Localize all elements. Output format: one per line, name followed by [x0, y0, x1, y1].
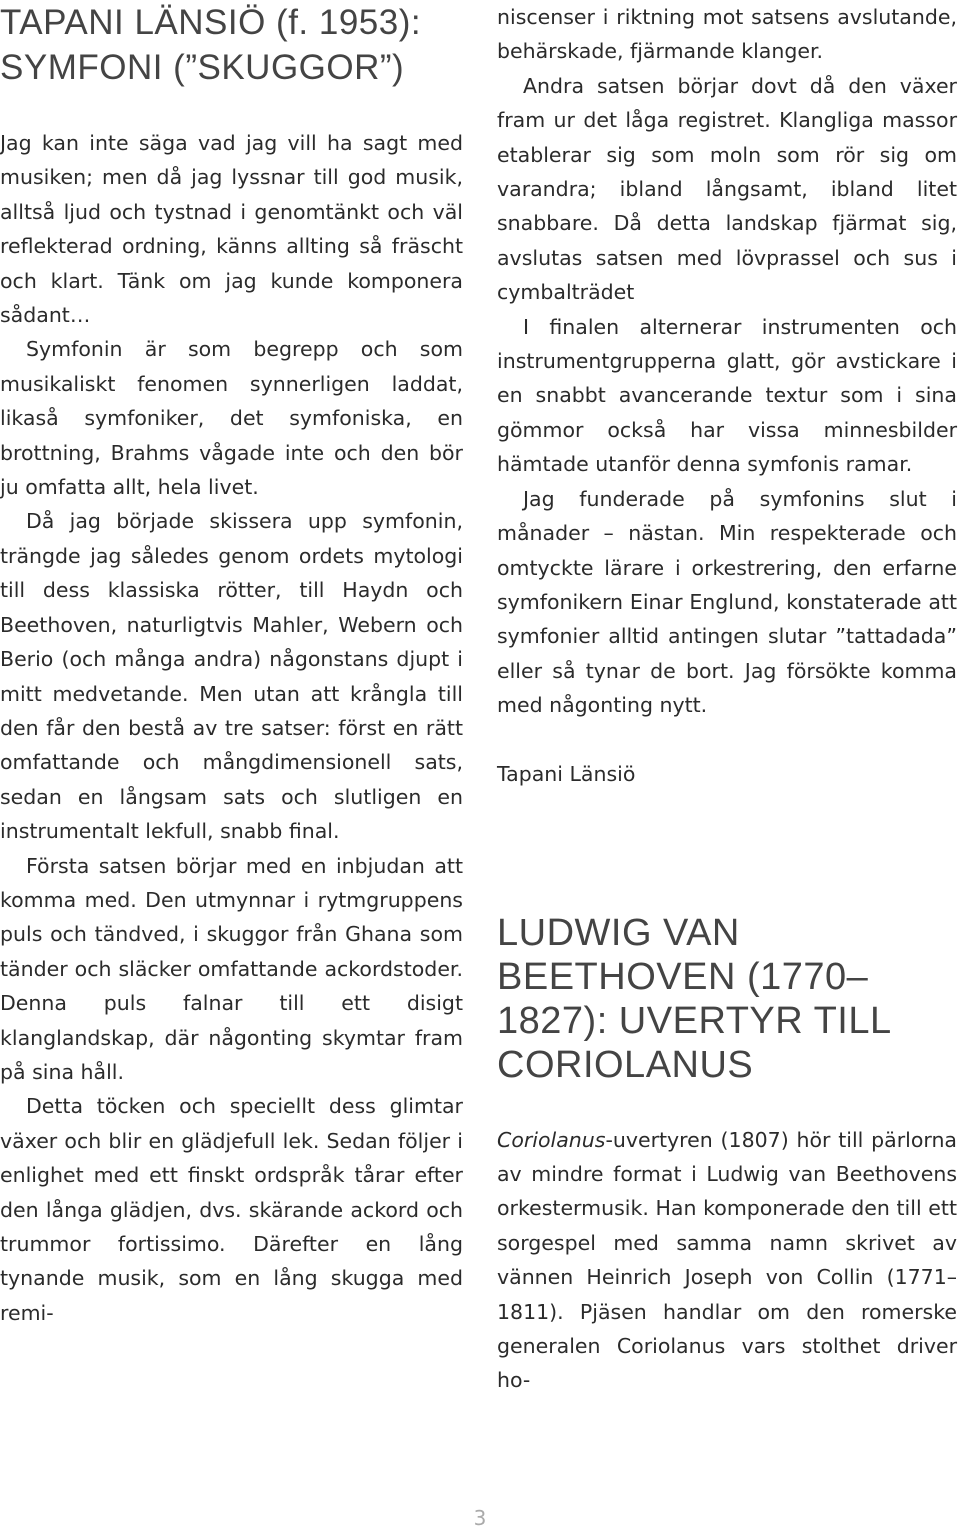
section-heading-lansio: TAPANI LÄNSIÖ (f. 1953): SYMFONI (”SKUGGOR”)	[0, 3, 422, 87]
author-signature: Tapani Länsiö	[497, 761, 636, 786]
paragraph: niscenser i riktning mot satsens avslutande, behärskade, fjärmande klanger.	[497, 5, 957, 64]
paragraph: Andra satsen börjar dovt då den växer fram ur det låga registret. Klangliga massor etablerar sig som moln som rör sig om varandra; ibland långsamt, ibland litet snabbare. Då detta landskap fjärmat sig, avslutas satsen med lövprassel och sus i cymbalträdet	[497, 73, 957, 305]
paragraph-beethoven	[497, 1123, 957, 1398]
left-column	[0, 0, 463, 1330]
paragraph: Då jag började skissera upp symfonin, trängde jag således genom ordets mytologi till dess klassiska rötter, till Haydn och Beethoven, naturligtvis Mahler, Webern och Berio (och många andra) någonstans djupt i mitt medvetande. Men utan att krångla till den får den bestå av tre satser: först en rätt omfattande och mångdimensionell sats, sedan en långsam sats och slutligen en instrumentalt lekfull, snabb final.	[0, 509, 463, 844]
paragraph: Jag funderade på symfonins slut i månader – nästan. Min respekterade och omtyckte lärare i orkestrering, den erfarne symfonikern Einar Englund, konstaterade att symfonier alltid antingen slutar ”tattadada” eller så tynar de bort. Jag försökte komma med någonting nytt.	[497, 486, 957, 718]
paragraph-text: -uvertyren (1807) hör till pärlorna av mindre format i Ludwig van Beethovens orkestermusik. Han komponerade den till ett sorgespel med samma namn skrivet av vännen Heinrich Joseph von Collin (1771–1811). Pjäsen handlar om den romerske generalen Coriolanus vars stolthet driver ho-	[497, 1127, 957, 1393]
right-column	[497, 0, 957, 1398]
work-title: Coriolanus	[497, 1127, 606, 1152]
page-number: 3	[473, 1506, 487, 1530]
paragraph: I finalen alternerar instrumenten och instrumentgrupperna glatt, gör avstickare i en snabbt avancerande textur som i sina gömmor också har vissa minnesbilder hämtade utanför denna symfonis ramar.	[497, 314, 957, 477]
paragraph: Jag kan inte säga vad jag vill ha sagt med musiken; men då jag lyssnar till god musik, alltså ljud och tystnad i genomtänkt och väl reflekterad ordning, känns allting så fräscht och klart. Tänk om jag kunde komponera sådant…	[0, 131, 463, 328]
section-heading-beethoven: LUDWIG VAN BEETHOVEN (1770–1827): UVERTYR TILL CORIOLANUS	[497, 911, 891, 1086]
paragraph: Detta töcken och speciellt dess glimtar växer och blir en glädjefull lek. Sedan följer i enlighet med ett finskt ordspråk tårar efter den långa glädjen, dvs. skärande ackord och trummor fortissimo. Därefter en lång tynande musik, som en lång skugga med remi-	[0, 1094, 463, 1325]
paragraph: Första satsen börjar med en inbjudan att komma med. Den utmynnar i rytmgruppens puls och tändved, i skuggor från Ghana som tänder och släcker omfattande ackordstoder. Denna puls falnar till ett disigt klanglandskap, där någonting skymtar fram på sina håll.	[0, 853, 463, 1084]
paragraph: Symfonin är som begrepp och som musikaliskt fenomen synnerligen laddat, likaså symfoniker, det symfoniska, en brottning, Brahms vågade inte och den bör ju omfatta allt, hela livet.	[0, 337, 463, 500]
